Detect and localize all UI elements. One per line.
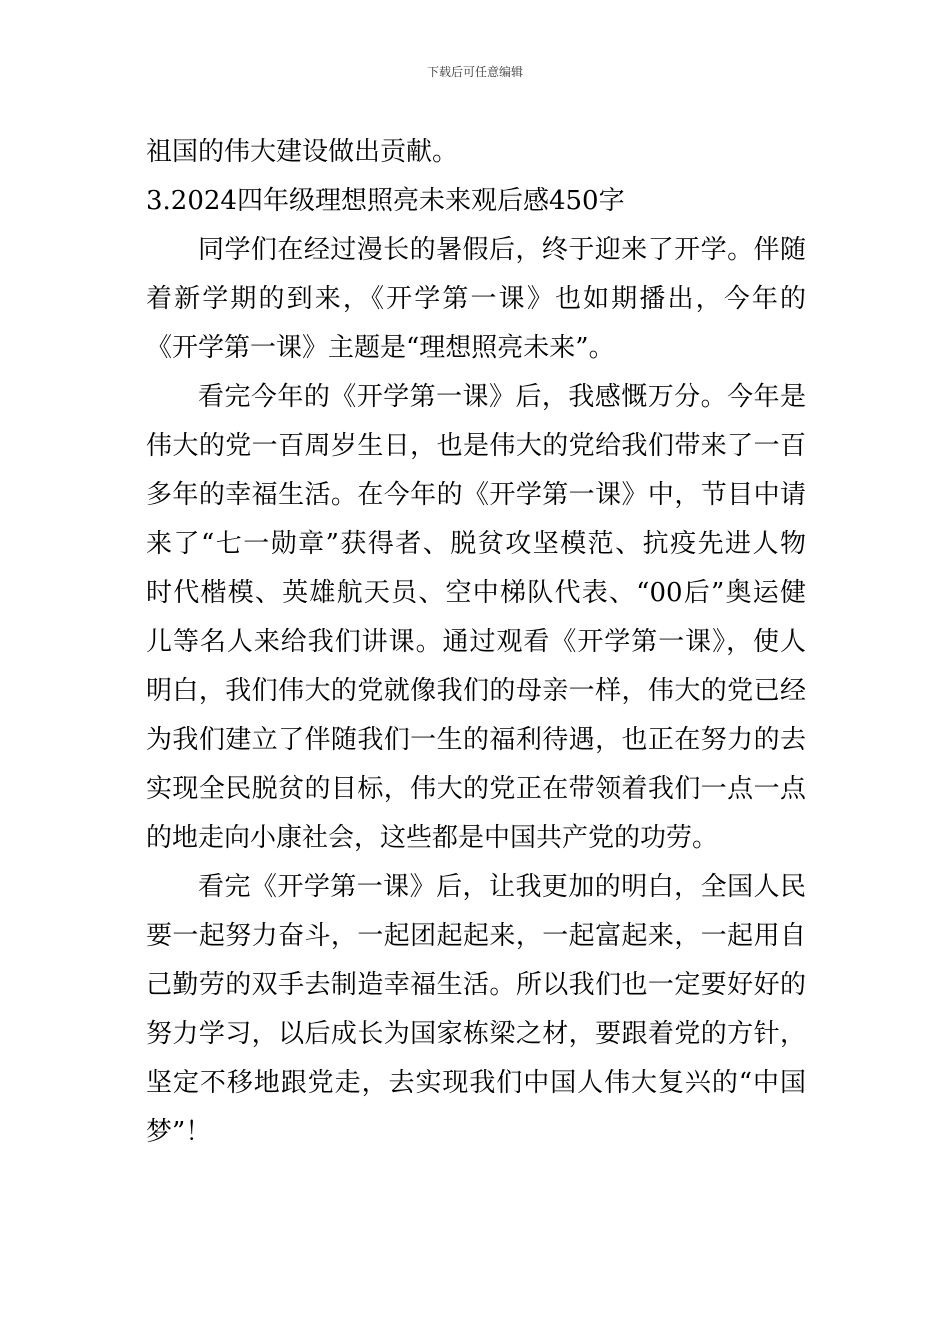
paragraph-line: 明白，我们伟大的党就像我们的母亲一样，伟大的党已经 <box>146 676 806 706</box>
paragraph-line: 祖国的伟大建设做出贡献。 <box>146 137 459 167</box>
paragraph-line: 的地走向小康社会，这些都是中国共产党的功劳。 <box>146 823 719 853</box>
paragraph-line: 多年的幸福生活。在今年的《开学第一课》中，节目中请 <box>146 480 806 510</box>
paragraph-line: 梦”！ <box>146 1117 212 1147</box>
section-heading: 3.2024四年级理想照亮未来观后感450字 <box>146 186 625 216</box>
paragraph-line: 儿等名人来给我们讲课。通过观看《开学第一课》，使人 <box>146 627 806 657</box>
paragraph-line: 己勤劳的双手去制造幸福生活。所以我们也一定要好好的 <box>146 970 806 1000</box>
paragraph-line: 为我们建立了伴随我们一生的福利待遇，也正在努力的去 <box>146 725 806 755</box>
paragraph-line: 坚定不移地跟党走，去实现我们中国人伟大复兴的“中国 <box>146 1068 806 1098</box>
paragraph-line: 看完《开学第一课》后，让我更加的明白，全国人民 <box>198 872 806 902</box>
paragraph-line: 着新学期的到来，《开学第一课》也如期播出，今年的 <box>146 284 806 314</box>
paragraph-line: 实现全民脱贫的目标，伟大的党正在带领着我们一点一点 <box>146 774 806 804</box>
paragraph-line: 《开学第一课》主题是“理想照亮未来”。 <box>146 333 615 363</box>
document-body <box>146 128 806 1157</box>
paragraph-line: 要一起努力奋斗，一起团起起来，一起富起来，一起用自 <box>146 921 806 951</box>
paragraph-line: 看完今年的《开学第一课》后，我感慨万分。今年是 <box>198 382 806 412</box>
page-header: 下载后可任意编辑 <box>426 65 523 79</box>
paragraph-line: 时代楷模、英雄航天员、空中梯队代表、“00后”奥运健 <box>146 578 806 608</box>
paragraph-line: 努力学习，以后成长为国家栋梁之材，要跟着党的方针， <box>146 1019 806 1049</box>
paragraph-line: 同学们在经过漫长的暑假后，终于迎来了开学。伴随 <box>198 235 806 265</box>
paragraph-line: 伟大的党一百周岁生日，也是伟大的党给我们带来了一百 <box>146 431 806 461</box>
paragraph-line: 来了“七一勋章”获得者、脱贫攻坚模范、抗疫先进人物 <box>146 529 806 559</box>
